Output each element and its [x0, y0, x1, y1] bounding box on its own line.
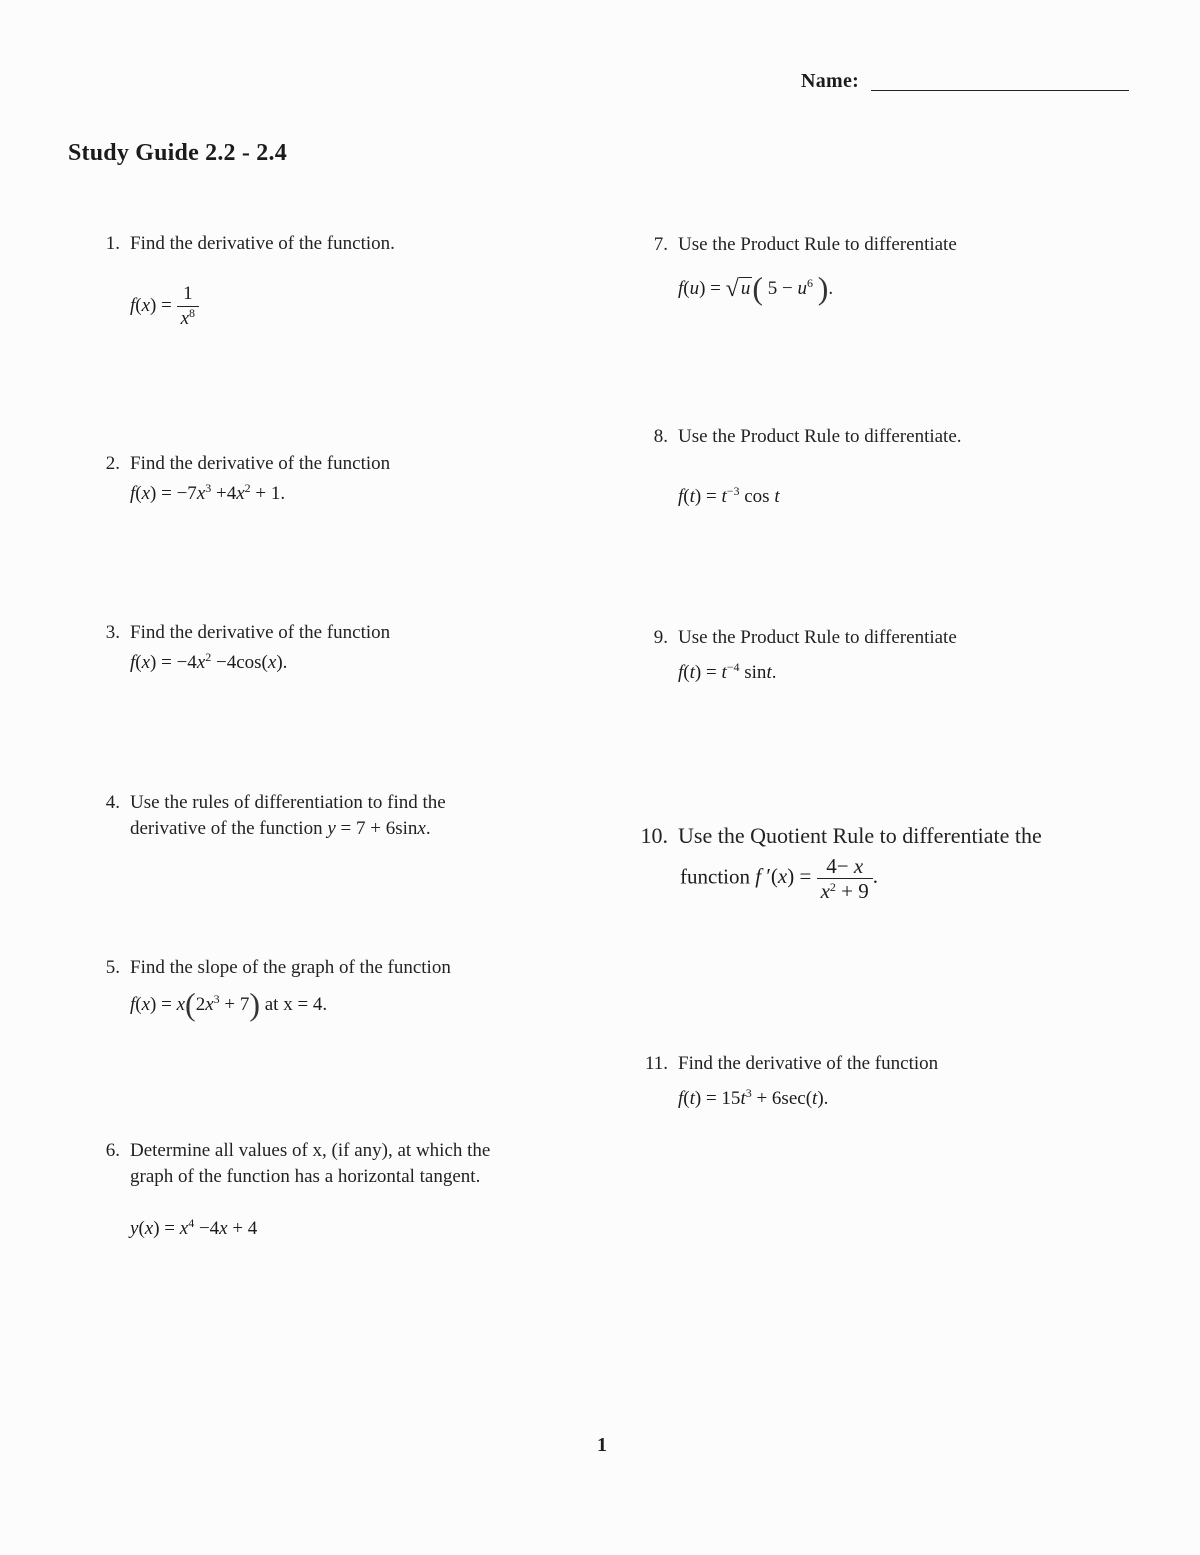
- formula-3: $f(x) = -4x^2 -4\cos(x)$.: [130, 650, 288, 673]
- question-text: Find the derivative of the function: [130, 453, 391, 474]
- question-text-line-2: derivative of the function: [130, 818, 323, 839]
- question-text: Find the derivative of the function: [130, 622, 391, 643]
- question-number: 7.: [653, 234, 668, 255]
- question-number: 8.: [653, 426, 668, 447]
- formula-9: $f(t) = t^{-4}$ sint.: [678, 660, 777, 683]
- name-label: Name:: [801, 70, 860, 92]
- question-text: Use the Product Rule to differentiate: [678, 234, 957, 255]
- formula-10: f ′(x) = $\frac{4- x}{x^2 + 9}$ .: [755, 854, 879, 903]
- formula-7: f(u) = √ u( $5 - u^6$ ).: [678, 270, 834, 306]
- formula-1: f(x) = $\frac{1}{x^8}$: [130, 282, 199, 331]
- question-text: Find the derivative of the function: [678, 1053, 939, 1074]
- question-number: 4.: [105, 792, 120, 813]
- formula-4: y = 7 + 6sinx.: [327, 818, 431, 839]
- question-number: 9.: [653, 627, 668, 648]
- question-number: 1.: [105, 233, 120, 254]
- question-text-line-1: Determine all values of x, (if any), at which the: [130, 1140, 491, 1161]
- question-text: Use the Product Rule to differentiate: [678, 627, 957, 648]
- formula-11: $f(t) = 15t^3 + 6\sec(t)$.: [678, 1086, 829, 1109]
- question-text: Use the Product Rule to differentiate.: [678, 426, 962, 447]
- page-number: 1: [597, 1434, 607, 1456]
- question-text: Find the derivative of the function.: [130, 233, 395, 254]
- question-number: 5.: [105, 957, 120, 978]
- page-title: Study Guide 2.2 - 2.4: [68, 140, 287, 166]
- question-text-line-2: graph of the function has a horizontal tangent.: [130, 1166, 481, 1187]
- question-text-line-1: Use the rules of differentiation to find the: [130, 792, 446, 813]
- question-number: 6.: [105, 1140, 120, 1161]
- question-number: 10.: [640, 823, 668, 848]
- question-number: 2.: [105, 453, 120, 474]
- question-number: 3.: [105, 622, 120, 643]
- formula-8: $f(t) = t^{-3}$ cos t: [678, 484, 780, 507]
- question-10-line-2: [680, 854, 878, 903]
- formula-5-suffix: at x = 4.: [264, 994, 328, 1015]
- formula-10-prefix: function: [680, 864, 750, 889]
- question-text: Find the slope of the graph of the function: [130, 957, 451, 978]
- formula-6: $y(x) = x^4 -4x + 4$: [130, 1216, 258, 1239]
- formula-2: $f(x) = -7x^3 +4x^2 + 1$.: [130, 481, 286, 504]
- question-number: 11.: [644, 1053, 668, 1074]
- formula-5: $f(x) = x(2x^3 + 7)$ at x = 4.: [130, 986, 328, 1022]
- question-text: Use the Quotient Rule to differentiate the: [678, 823, 1042, 848]
- name-blank-line: [871, 90, 1129, 91]
